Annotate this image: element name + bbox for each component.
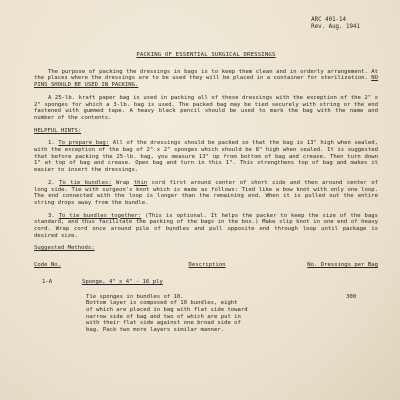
revision-date: Rev. Aug. 1941: [311, 24, 360, 31]
method-row: [34, 279, 378, 286]
column-per-bag: No. Dressings per Bag: [307, 262, 378, 269]
document-header: [311, 17, 360, 31]
intro-paragraph: [34, 69, 378, 89]
intro-text: The purpose of packing the dressings in bags is to keep them clean and in orderly arrangement. At the places where the dressings are to be used they will be placed in a container for sterilization.: [34, 68, 378, 82]
instruction-line: bag. Pack two more layers similar manner.: [86, 327, 225, 334]
hint-number: 3.: [48, 212, 55, 219]
document-code: ARC 401-14: [311, 17, 347, 23]
instruction-line: narrow side of bag and two of which are put in: [86, 313, 241, 320]
instruction-line: with their flat side against one broad side of: [86, 320, 241, 327]
suggested-methods-label: Suggested Methods:: [34, 245, 95, 252]
method-quantity: 300: [346, 293, 357, 300]
methods-header-row: [34, 262, 378, 269]
hint-text: All of the dressings should be packed so that the bag is 13" high when sealed, with the exception of the bag of 2" x 2" sponges which should be 8" high when sealed. It is suggested that before packing the 25-lb. bag, you measure 13" up from bottom of bag and crease. Then turn down 1" at top of bag and crease. Open bag and turn in this 1". This strengthens top of bag and makes it easier to insert the dressings.: [34, 140, 378, 174]
hint-text-before: Wrap: [115, 179, 130, 186]
hint-number: 2.: [48, 179, 55, 186]
hint-emphasis-thin: thin: [133, 179, 148, 186]
hint-tie-together: [34, 213, 378, 240]
hint-text: (This is optional. It helps the packer to keep the size of the bags standard, and thus facilitate the packing of the bags in the box.) Make slip knot in one end of heavy cord. Wrap cord once around pile of bundles and pull opposite end through loop until package is desired size.: [34, 212, 379, 239]
method-name: Sponge, 4" x 4" - 16 ply: [82, 278, 163, 285]
bag-paragraph: A 25-lb. kraft paper bag is used in packing all of these dressings with the exception of the 2" x 2" sponges for which a 3-lb. bag is used. The packed bag may be tied securely with string or the end fastened with gummed tape. A heavy black pencil should be used to mark the bag with the name and number of the contents.: [34, 94, 378, 121]
intro-emphasis: NO PINS SHOULD BE USED IN PACKING.: [34, 75, 379, 89]
helpful-hints-label: HELPFUL HINTS:: [34, 127, 82, 134]
instruction-line: Bottom layer is composed of 10 bundles, eight: [86, 300, 238, 307]
hint-label: To tie bundles together:: [58, 212, 142, 219]
hint-prepare-bag: [34, 140, 378, 174]
column-code: Code No.: [34, 262, 61, 269]
hint-label: To tie bundles:: [59, 179, 112, 186]
document-title: PACKING OF ESSENTIAL SURGICAL DRESSINGS: [136, 52, 276, 58]
method-detail: [34, 294, 378, 334]
hint-tie-bundles: [34, 180, 378, 207]
hint-text: cord first around center of short side and then around center of long side. Tie with surgeon's knot which is made as follows: Tied like a bow knot with only one loop. The end connected with the loop is longer than the remaining end. When it is pulled out the entire string drops away from the bundle.: [34, 179, 378, 206]
instruction-line: of which are placed in bag with flat side toward: [86, 306, 248, 313]
hint-number: 1.: [48, 140, 55, 147]
method-instructions: [86, 294, 276, 334]
hint-label: To prepare bag:: [58, 140, 110, 147]
instruction-line: Tie sponges in bundles of 10.: [86, 293, 184, 300]
method-code: 1-A: [42, 278, 53, 285]
column-description: Description: [188, 262, 226, 269]
